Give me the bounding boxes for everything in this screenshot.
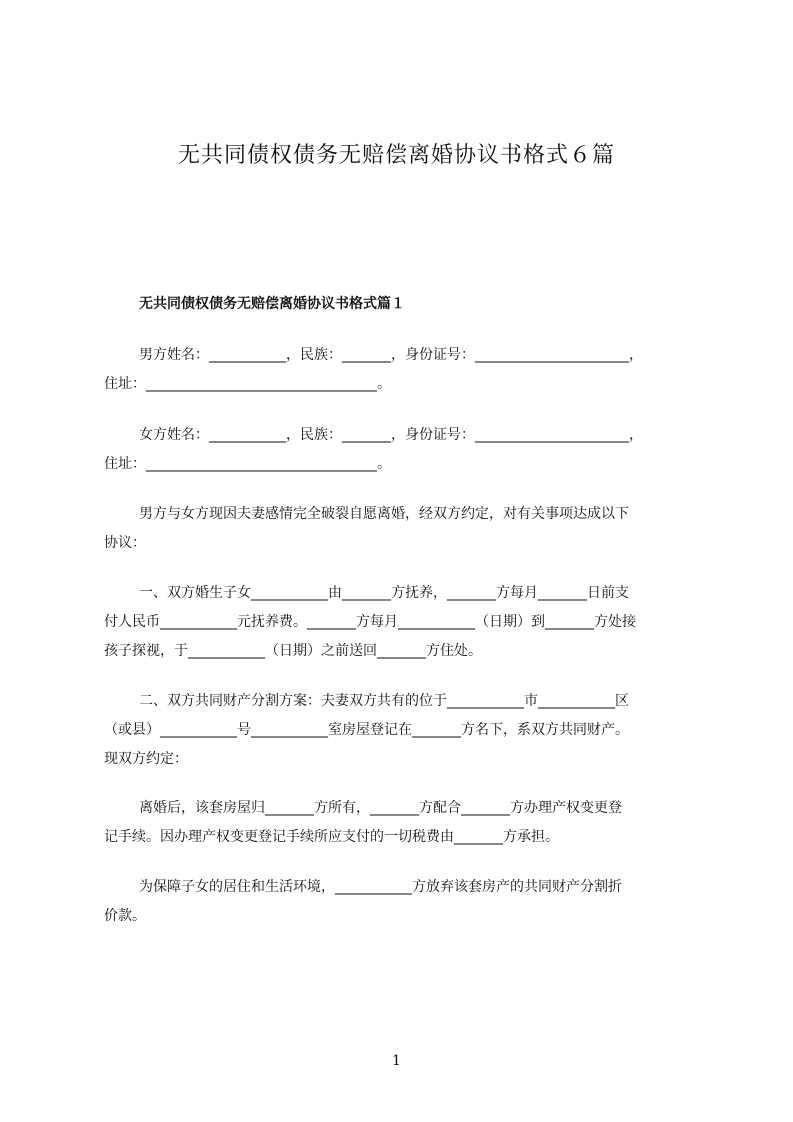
paragraph-line: 付人民币___________元抚养费。_______方每月___________（日期）到_______方处接 (104, 614, 636, 630)
paragraph-line: 记手续。因办理产权变更登记手续所应支付的一切税费由_______方承担。 (104, 829, 559, 845)
paragraph-line: 孩子探视，于___________（日期）之前送回_______方住处。 (104, 643, 482, 659)
paragraph-line: 二、双方共同财产分割方案：夫妻双方共有的位于___________市___________区 (139, 693, 629, 709)
paragraph-male-info (104, 341, 704, 399)
paragraph-line: 现双方约定： (104, 751, 188, 767)
paragraph-line: 住址：_________________________________。 (104, 376, 391, 392)
section-heading: 无共同债权债务无赔偿离婚协议书格式篇１ (139, 296, 405, 312)
paragraph-line: （或县）___________号___________室房屋登记在_______方名下，系双方共同财产。 (104, 722, 629, 738)
paragraph-line: 一、双方婚生子女___________由_______方抚养，_______方每月_______日前支 (139, 585, 629, 601)
paragraph-line: 为保障子女的居住和生活环境，___________方放弃该套房产的共同财产分割折 (139, 879, 622, 895)
paragraph-female-info (104, 421, 704, 479)
paragraph-intro (104, 500, 704, 558)
page-number: 1 (392, 1053, 401, 1069)
paragraph-line: 男方与女方现因夫妻感情完全破裂自愿离婚，经双方约定，对有关事项达成以下 (139, 506, 629, 522)
paragraph-line: 协议： (104, 535, 146, 551)
paragraph-line: 男方姓名：___________，民族：_______，身份证号：______________________， (139, 347, 643, 363)
paragraph-custody (104, 579, 704, 666)
paragraph-line: 离婚后，该套房屋归_______方所有，_______方配合_______方办理产权变更登 (139, 800, 622, 816)
page-title: 无共同债权债务无赔偿离婚协议书格式６篇 (177, 143, 615, 168)
paragraph-line: 价款。 (104, 908, 146, 924)
paragraph-line: 住址：_________________________________。 (104, 456, 391, 472)
paragraph-property (104, 687, 704, 774)
paragraph-children-housing (104, 873, 704, 931)
paragraph-house-ownership (104, 794, 704, 852)
paragraph-line: 女方姓名：___________，民族：_______，身份证号：______________________， (139, 427, 643, 443)
